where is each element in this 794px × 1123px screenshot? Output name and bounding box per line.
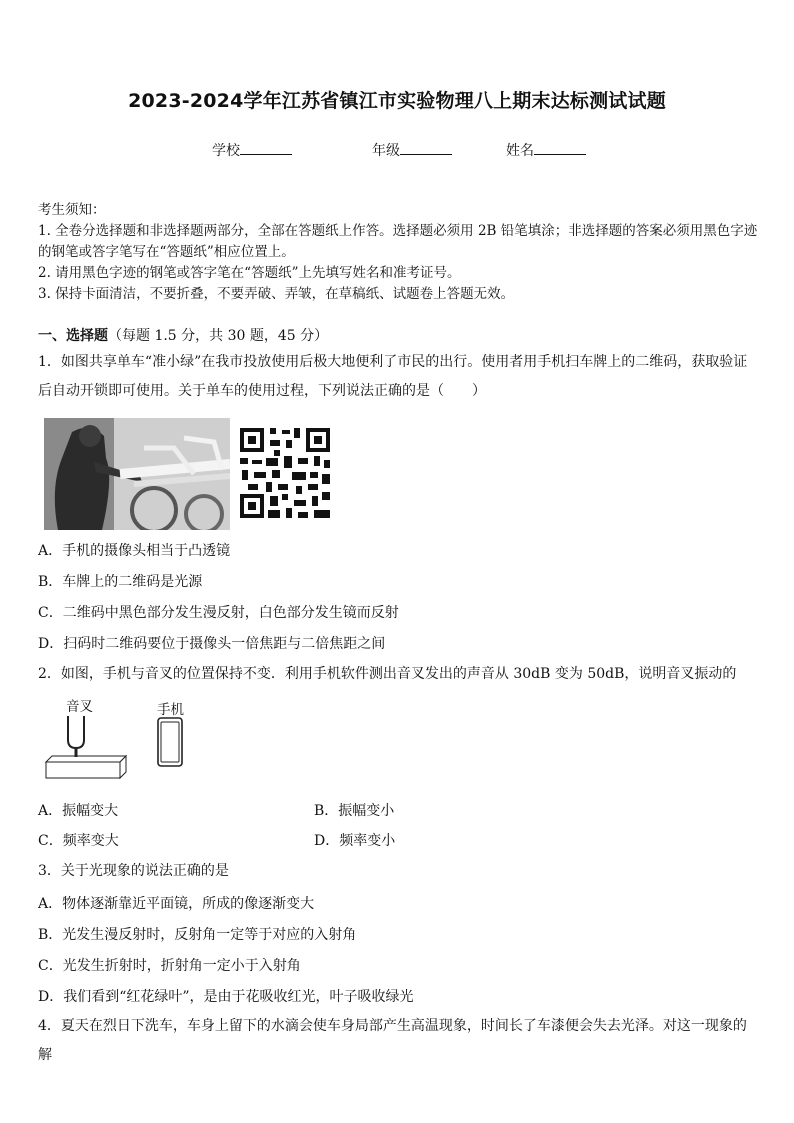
question-3-option-d[interactable]: D．我们看到“红花绿叶”，是由于花吸收红光，叶子吸收绿光	[38, 989, 414, 1005]
question-3-stem: 3．关于光现象的说法正确的是	[38, 863, 229, 879]
fork-phone-figure	[40, 694, 200, 786]
phone-label: 手机	[157, 702, 184, 718]
notice-item-2: 2. 请用黑色字迹的钢笔或答字笔在“答题纸”上先填写姓名和准考证号。	[38, 265, 461, 281]
notice-heading: 考生须知：	[38, 202, 106, 218]
question-1-option-b[interactable]: B．车牌上的二维码是光源	[38, 574, 203, 590]
section-note: （每题 1.5 分，共 30 题，45 分）	[108, 328, 329, 344]
notice-item-3: 3. 保持卡面清洁，不要折叠，不要弄破、弄皱，在草稿纸、试题卷上答题无效。	[38, 286, 515, 302]
name-blank[interactable]	[534, 140, 586, 155]
name-field[interactable]	[506, 140, 586, 160]
grade-field[interactable]	[372, 140, 452, 160]
qr-code-image	[238, 426, 332, 520]
question-2-stem: 2．如图，手机与音叉的位置保持不变．利用手机软件测出音叉发出的声音从 30dB 变为 50dB，说明音叉振动的	[38, 666, 737, 682]
qr-code-pattern	[238, 426, 332, 520]
question-4-stem: 4．夏天在烈日下洗车，车身上留下的水滴会使车身局部产生高温现象，时间长了车漆便会失去光泽。对这一现象的解	[38, 1018, 747, 1063]
question-2-option-c[interactable]: C．频率变大	[38, 833, 119, 849]
grade-label: 年级	[372, 143, 400, 159]
page-title: 2023-2024学年江苏省镇江市实验物理八上期末达标测试试题	[128, 90, 666, 112]
school-blank[interactable]	[240, 140, 292, 155]
name-label: 姓名	[506, 143, 534, 159]
bike-photo-illustration	[44, 418, 230, 530]
question-1-option-c[interactable]: C．二维码中黑色部分发生漫反射，白色部分发生镜而反射	[38, 605, 399, 621]
question-2-option-a[interactable]: A．振幅变大	[38, 803, 119, 819]
question-2-option-b[interactable]: B．振幅变小	[314, 803, 395, 819]
question-3-option-c[interactable]: C．光发生折射时，折射角一定小于入射角	[38, 958, 301, 974]
question-2-option-d[interactable]: D．频率变小	[314, 833, 396, 849]
question-1-option-d[interactable]: D．扫码时二维码要位于摄像头一倍焦距与二倍焦距之间	[38, 636, 386, 652]
bike-photo	[44, 418, 230, 530]
notice-item-1: 1. 全卷分选择题和非选择题两部分，全部在答题纸上作答。选择题必须用 2B 铅笔填涂；非选择题的答案必须用黑色字迹的钢笔或答字笔写在“答题纸”相应位置上。	[38, 223, 758, 260]
tuning-fork-label: 音叉	[66, 699, 93, 715]
question-1-option-a[interactable]: A．手机的摄像头相当于凸透镜	[38, 543, 231, 559]
school-label: 学校	[212, 143, 240, 159]
student-info-row	[0, 140, 794, 160]
grade-blank[interactable]	[400, 140, 452, 155]
section-title: 一、选择题	[38, 328, 108, 344]
question-1-stem: 1．如图共享单车“准小绿”在我市投放使用后极大地便利了市民的出行。使用者用手机扫车牌上的二维码，获取验证后自动开锁即可使用。关于单车的使用过程，下列说法正确的是（ ）	[38, 354, 748, 399]
section-heading	[38, 325, 328, 345]
school-field[interactable]	[212, 140, 292, 160]
question-3-option-a[interactable]: A．物体逐渐靠近平面镜，所成的像逐渐变大	[38, 896, 315, 912]
question-3-option-b[interactable]: B．光发生漫反射时，反射角一定等于对应的入射角	[38, 927, 357, 943]
